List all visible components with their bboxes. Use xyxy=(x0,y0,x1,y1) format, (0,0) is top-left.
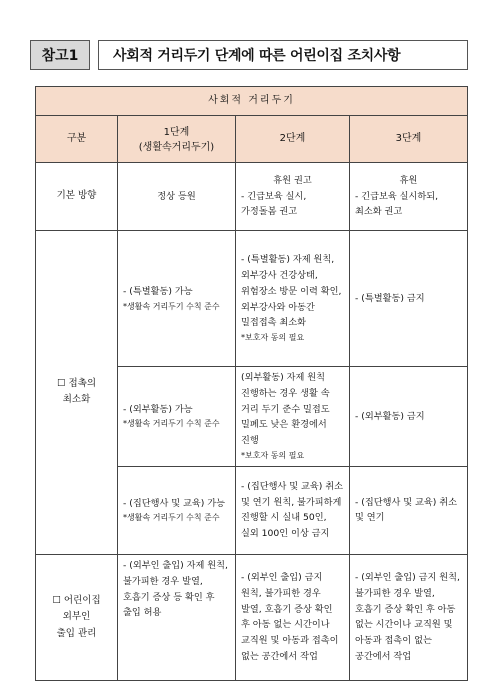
basic-stage3-title: 휴원 xyxy=(399,174,418,186)
basic-stage3-body: - 긴급보육 실시하되, 최소화 권고 xyxy=(355,190,439,218)
special-stage1-cell xyxy=(118,231,236,367)
contact-label-line2: 최소화 xyxy=(62,394,91,406)
basic-direction-label: 기본 방향 xyxy=(36,163,118,231)
special-stage1-main: - (특별활동) 가능 xyxy=(123,285,193,297)
contact-label-line1: ☐ 접촉의 xyxy=(56,378,97,390)
event-stage1-main: - (집단행사 및 교육) 가능 xyxy=(123,497,226,509)
visitor-stage1-cell: - (외부인 출입) 자제 원칙, 불가피한 경우 발열, 호흡기 증상 등 확인 후 출입 허용 xyxy=(118,554,236,680)
outdoor-stage3-cell: - (외부활동) 금지 xyxy=(350,367,468,467)
basic-stage2-title: 휴원 권고 xyxy=(273,174,312,186)
basic-stage1-cell: 정상 등원 xyxy=(118,163,236,231)
visitor-label-line1: ☐ 어린이집 xyxy=(52,594,101,606)
stage1-title: 1단계 xyxy=(163,127,190,139)
contact-minimize-label xyxy=(36,231,118,555)
visitor-stage3-cell: - (외부인 출입) 금지 원칙, 불가피한 경우 발열, 호흡기 증상 확인 후 아동 없는 시간이나 교직원 및 아동과 접촉이 없는 공간에서 작업 xyxy=(350,554,468,680)
outdoor-stage1-note: *생활속 거리두기 수칙 준수 xyxy=(123,419,220,429)
reference-badge: 참고1 xyxy=(30,40,90,70)
basic-stage2-cell xyxy=(236,163,350,231)
stage1-header xyxy=(118,116,236,163)
stage1-subtitle: (생활속거리두기) xyxy=(138,141,215,153)
basic-stage2-body: - 긴급보육 실시, 가정돌봄 권고 xyxy=(241,190,307,218)
special-stage3-cell: - (특별활동) 금지 xyxy=(350,231,468,367)
title-row xyxy=(30,40,468,72)
outdoor-stage2-note: *보호자 동의 필요 xyxy=(241,451,305,461)
stage2-header: 2단계 xyxy=(236,116,350,163)
event-stage1-cell xyxy=(118,466,236,554)
event-stage3-cell: - (집단행사 및 교육) 취소 및 연기 xyxy=(350,466,468,554)
social-distancing-header: 사회적 거리두기 xyxy=(36,87,468,116)
measures-table xyxy=(35,86,468,681)
visitor-label xyxy=(36,554,118,680)
stage3-header: 3단계 xyxy=(350,116,468,163)
special-stage2-main: - (특별활동) 자제 원칙, 외부강사 건강상태, 위험장소 방문 이력 확인, 외부강사와 아동간 밀접접촉 최소화 xyxy=(241,254,342,329)
visitor-label-line3: 출입 관리 xyxy=(56,627,97,639)
outdoor-stage1-main: - (외부활동) 가능 xyxy=(123,403,193,415)
event-stage2-cell: - (집단행사 및 교육) 취소 및 연기 원칙, 불가피하게 진행할 시 실내 50인, 실외 100인 이상 금지 xyxy=(236,466,350,554)
visitor-label-line2: 외부인 xyxy=(62,611,91,623)
special-stage1-note: *생활속 거리두기 수칙 준수 xyxy=(123,301,220,311)
outdoor-stage2-cell xyxy=(236,367,350,467)
event-stage1-note: *생활속 거리두기 수칙 준수 xyxy=(123,513,220,523)
special-stage2-cell xyxy=(236,231,350,367)
page-title: 사회적 거리두기 단계에 따른 어린이집 조치사항 xyxy=(98,40,468,70)
visitor-stage2-cell: - (외부인 출입) 금지 원칙, 불가피한 경우 발열, 호흡기 증상 확인 후 아동 없는 시간이나 교직원 및 아동과 접촉이 없는 공간에서 작업 xyxy=(236,554,350,680)
outdoor-stage1-cell xyxy=(118,367,236,467)
basic-stage3-cell xyxy=(350,163,468,231)
category-header: 구분 xyxy=(36,116,118,163)
outdoor-stage2-main: (외부활동) 자제 원칙 진행하는 경우 생활 속 거리 두기 준수 밀접도 밀폐도 낮은 환경에서 진행 xyxy=(241,372,330,447)
special-stage2-note: *보호자 동의 필요 xyxy=(241,333,305,343)
